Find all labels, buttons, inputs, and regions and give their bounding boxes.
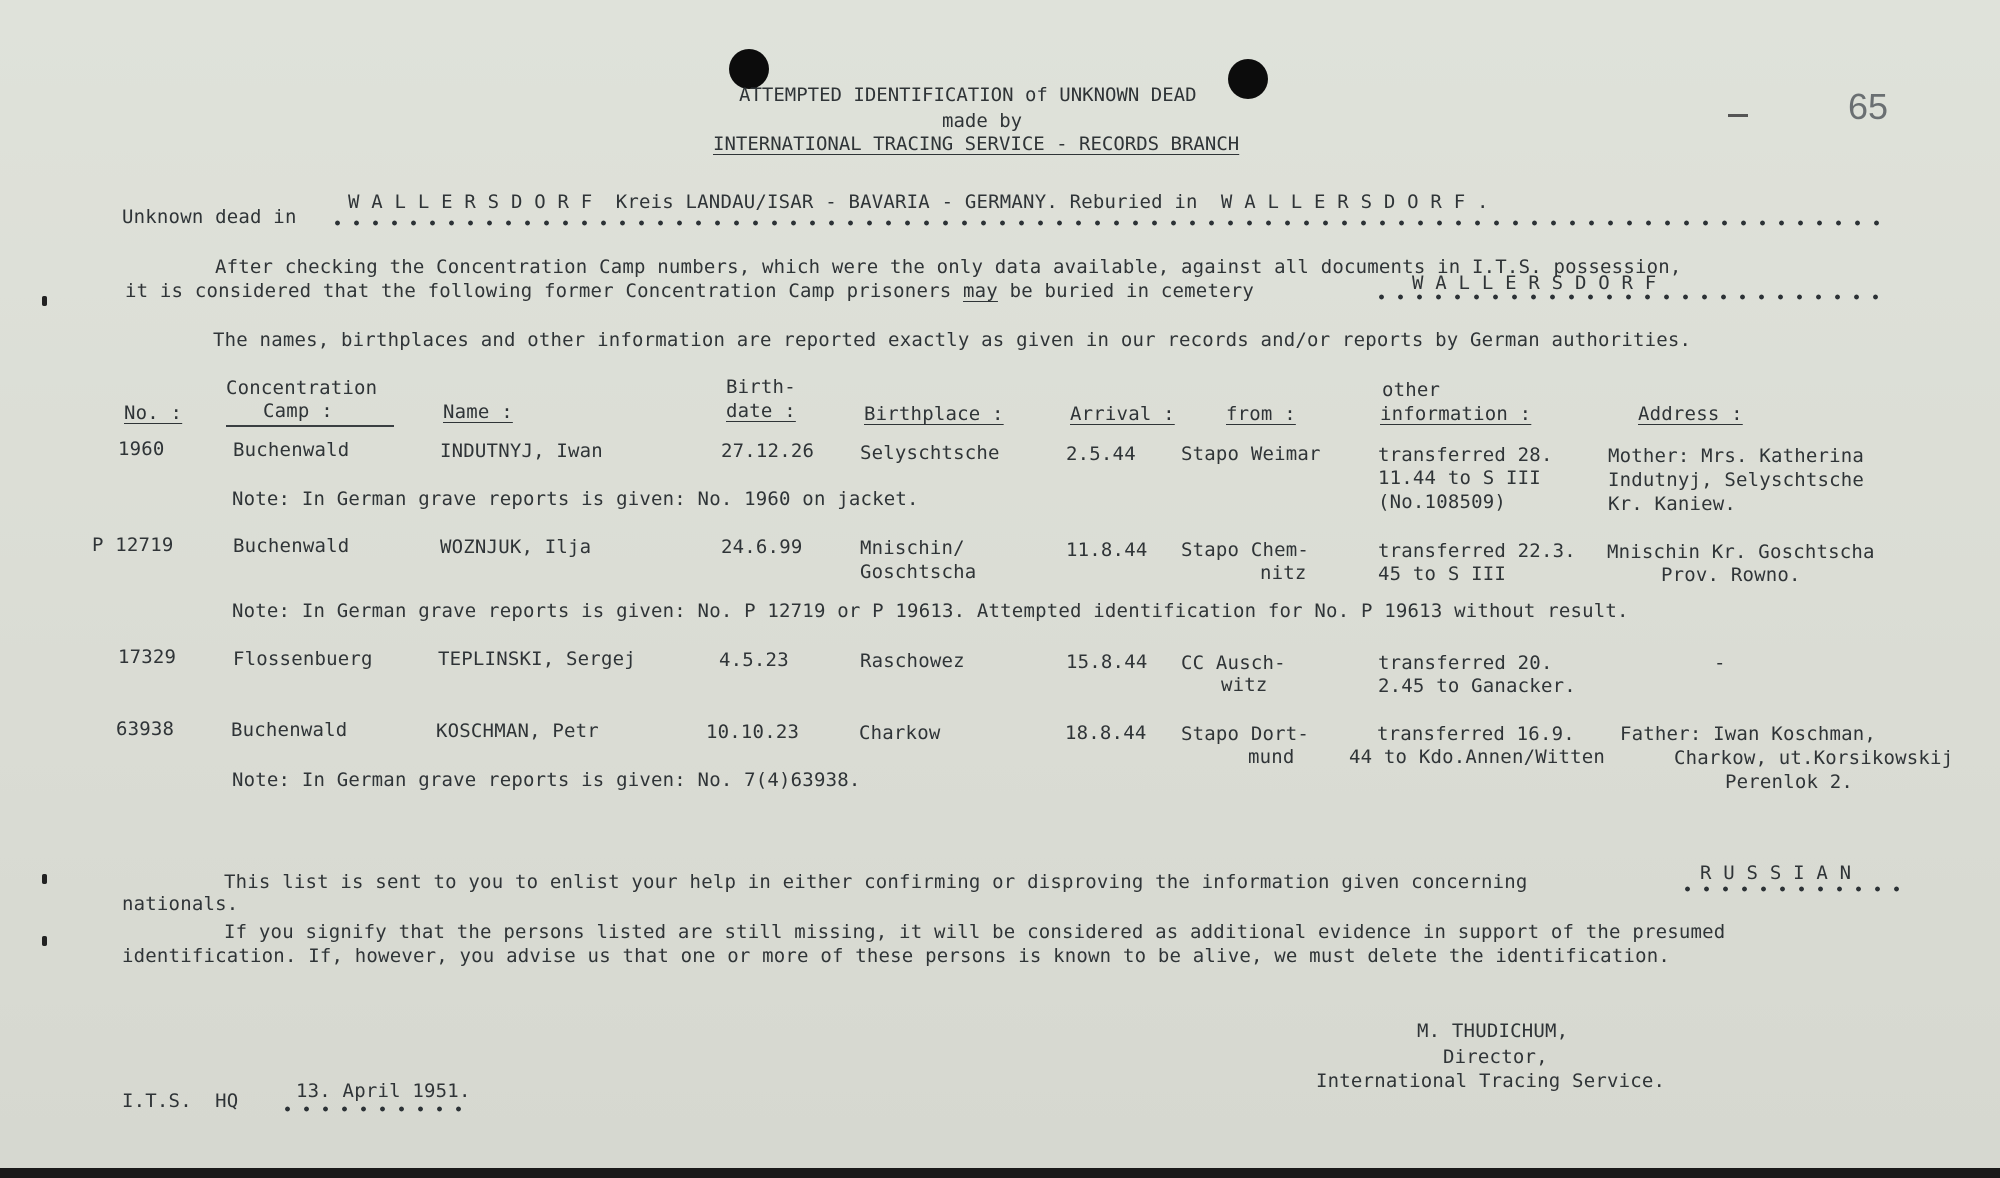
burial-location: W A L L E R S D O R F Kreis LANDAU/ISAR - BAVARIA - GERMANY. Reburied in W A L L E R S D O R F . bbox=[348, 191, 1489, 213]
header-name: Name : bbox=[443, 401, 513, 423]
cell-name: WOZNJUK, Ilja bbox=[440, 536, 592, 558]
cell-other-1: transferred 20. bbox=[1378, 652, 1553, 674]
header-other-1: other bbox=[1382, 379, 1441, 401]
cell-from-1: Stapo Chem- bbox=[1181, 539, 1310, 561]
cell-arrival: 18.8.44 bbox=[1065, 722, 1147, 744]
cell-from-1: CC Ausch- bbox=[1181, 652, 1286, 674]
page-number: 65 bbox=[1848, 86, 1889, 127]
cell-camp: Buchenwald bbox=[231, 719, 348, 741]
punch-hole-right bbox=[1228, 59, 1268, 99]
cell-birthplace: Raschowez bbox=[860, 650, 965, 672]
signature-name: M. THUDICHUM, bbox=[1417, 1020, 1569, 1042]
cell-birthdate: 10.10.23 bbox=[706, 721, 800, 743]
cell-from-2: nitz bbox=[1260, 562, 1307, 584]
cell-address-1: Mother: Mrs. Katherina bbox=[1608, 445, 1865, 467]
cell-other-2: 45 to S III bbox=[1378, 563, 1507, 585]
closing-line-3: If you signify that the persons listed are still missing, it will be considered as additional evidence in support of the presumed bbox=[224, 921, 1726, 943]
dotted-leader-date bbox=[278, 1106, 468, 1112]
cell-from-2: witz bbox=[1221, 674, 1268, 696]
header-other-2: information : bbox=[1380, 403, 1532, 425]
row-note: Note: In German grave reports is given: No. P 12719 or P 19613. Attempted identification for No. P 19613 without result. bbox=[232, 600, 1629, 622]
row-note: Note: In German grave reports is given: No. 7(4)63938. bbox=[232, 769, 861, 791]
header-birthdate-1: Birth- bbox=[726, 376, 796, 398]
nationality: R U S S I A N bbox=[1700, 862, 1852, 884]
header-arrival: Arrival : bbox=[1070, 403, 1175, 425]
dotted-leader-cemetery bbox=[1372, 294, 1884, 300]
cell-arrival: 2.5.44 bbox=[1066, 443, 1136, 465]
title-line-1: ATTEMPTED IDENTIFICATION of UNKNOWN DEAD bbox=[739, 84, 1197, 106]
cell-no: 17329 bbox=[118, 646, 177, 668]
header-from: from : bbox=[1226, 403, 1296, 425]
intro-text-a: it is considered that the following former Concentration Camp prisoners bbox=[125, 280, 952, 302]
cell-address-2: Charkow, ut.Korsikowskij bbox=[1674, 747, 1954, 769]
cell-address-2: Prov. Rowno. bbox=[1661, 564, 1801, 586]
header-camp-1: Concentration bbox=[226, 377, 378, 399]
cell-birthplace: Selyschtsche bbox=[860, 442, 1000, 464]
signature-org: International Tracing Service. bbox=[1316, 1070, 1666, 1092]
header-camp-underline bbox=[226, 425, 394, 427]
cell-address-3: Perenlok 2. bbox=[1725, 771, 1854, 793]
cell-birthplace: Charkow bbox=[859, 722, 941, 744]
cell-camp: Flossenbuerg bbox=[233, 648, 373, 670]
margin-mark bbox=[42, 874, 47, 884]
cell-from: Stapo Weimar bbox=[1181, 443, 1321, 465]
title-line-3: INTERNATIONAL TRACING SERVICE - RECORDS BRANCH bbox=[713, 133, 1240, 155]
cell-from-1: Stapo Dort- bbox=[1181, 723, 1310, 745]
signature-title: Director, bbox=[1443, 1046, 1548, 1068]
cell-other-2: 2.45 to Ganacker. bbox=[1378, 675, 1576, 697]
cell-address-3: Kr. Kaniew. bbox=[1608, 493, 1737, 515]
header-address: Address : bbox=[1638, 403, 1743, 425]
dotted-leader bbox=[328, 220, 1884, 226]
emphasis-may: may bbox=[963, 280, 998, 302]
dotted-leader-nationality bbox=[1678, 886, 1900, 892]
margin-mark bbox=[42, 936, 47, 946]
cell-other-2: 44 to Kdo.Annen/Witten bbox=[1349, 746, 1606, 768]
cell-birthdate: 24.6.99 bbox=[721, 536, 803, 558]
cell-other-3: (No.108509) bbox=[1378, 491, 1507, 513]
hq-label: I.T.S. HQ bbox=[122, 1090, 239, 1112]
cell-name: KOSCHMAN, Petr bbox=[436, 720, 599, 742]
margin-mark bbox=[42, 296, 47, 306]
cell-no: P 12719 bbox=[92, 534, 174, 556]
cell-birthdate: 27.12.26 bbox=[721, 440, 815, 462]
cell-address-1: Mnischin Kr. Goschtscha bbox=[1607, 541, 1875, 563]
cell-address-1: - bbox=[1714, 652, 1726, 674]
cell-other-1: transferred 22.3. bbox=[1378, 540, 1576, 562]
header-birthplace: Birthplace : bbox=[864, 403, 1004, 425]
unknown-dead-label: Unknown dead in bbox=[122, 206, 297, 228]
cell-address-1: Father: Iwan Koschman, bbox=[1620, 723, 1877, 745]
closing-line-1: This list is sent to you to enlist your help in either confirming or disproving the information given concerning bbox=[224, 871, 1528, 893]
cell-arrival: 15.8.44 bbox=[1066, 651, 1148, 673]
cell-arrival: 11.8.44 bbox=[1066, 539, 1148, 561]
cell-birthdate: 4.5.23 bbox=[719, 649, 789, 671]
intro-text-b: be buried in cemetery bbox=[1009, 280, 1254, 302]
cell-name: TEPLINSKI, Sergej bbox=[438, 648, 636, 670]
header-no: No. : bbox=[124, 402, 183, 424]
cell-from-2: mund bbox=[1248, 746, 1295, 768]
cell-other-2: 11.44 to S III bbox=[1378, 467, 1541, 489]
cell-birthplace-1: Mnischin/ bbox=[860, 537, 965, 559]
cell-name: INDUTNYJ, Iwan bbox=[440, 440, 603, 462]
cemetery-name: W A L L E R S D O R F bbox=[1412, 272, 1657, 294]
names-note: The names, birthplaces and other information are reported exactly as given in our records and/or reports by German authorities. bbox=[213, 329, 1692, 351]
punch-hole-left bbox=[729, 49, 769, 89]
cell-camp: Buchenwald bbox=[233, 535, 350, 557]
cell-no: 63938 bbox=[116, 718, 175, 740]
cell-other-1: transferred 16.9. bbox=[1377, 723, 1575, 745]
cell-address-2: Indutnyj, Selyschtsche bbox=[1608, 469, 1865, 491]
page-dash-mark bbox=[1728, 114, 1748, 117]
closing-line-4: identification. If, however, you advise us that one or more of these persons is known to be alive, we must delete the identification. bbox=[122, 945, 1670, 967]
closing-line-2: nationals. bbox=[122, 893, 239, 915]
cell-no: 1960 bbox=[118, 438, 165, 460]
cell-birthplace-2: Goschtscha bbox=[860, 561, 977, 583]
intro-line-2 bbox=[125, 280, 1254, 302]
header-birthdate-2: date : bbox=[726, 400, 796, 422]
row-note: Note: In German grave reports is given: No. 1960 on jacket. bbox=[232, 488, 919, 510]
scan-edge-bottom bbox=[0, 1168, 2000, 1178]
intro-line-1: After checking the Concentration Camp numbers, which were the only data available, against all documents in I.T.S. possession, bbox=[215, 256, 1682, 278]
title-line-2: made by bbox=[942, 110, 1023, 132]
cell-other-1: transferred 28. bbox=[1378, 444, 1553, 466]
header-camp-2: Camp : bbox=[263, 400, 333, 422]
document-date: 13. April 1951. bbox=[296, 1080, 471, 1102]
cell-camp: Buchenwald bbox=[233, 439, 350, 461]
